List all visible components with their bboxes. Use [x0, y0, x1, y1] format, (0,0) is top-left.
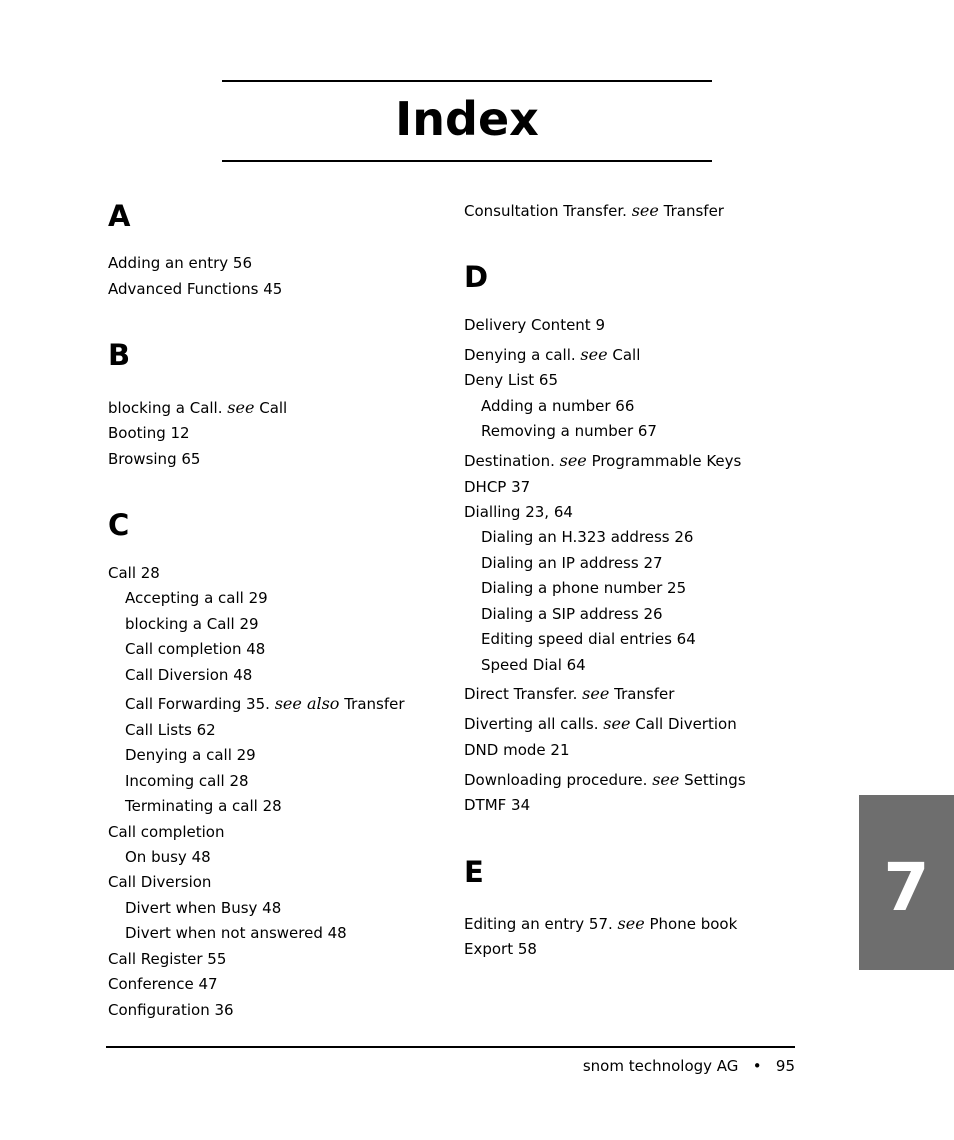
- index-entry: [108, 564, 160, 582]
- entry-text: Adding a number 66: [481, 397, 635, 415]
- entry-text: Conference 47: [108, 975, 218, 993]
- index-subentry: [481, 656, 586, 674]
- see-target: Call Divertion: [635, 715, 737, 733]
- see-reference: see also: [274, 694, 340, 713]
- index-entry: [464, 685, 674, 703]
- entry-text: On busy 48: [125, 848, 211, 866]
- index-entry: [464, 202, 724, 220]
- index-subentry: [125, 899, 281, 917]
- index-entry: [108, 950, 226, 968]
- index-subentry: [125, 589, 268, 607]
- entry-text: Call Diversion: [108, 873, 212, 891]
- index-subentry: [125, 721, 216, 739]
- title-rule-top: [222, 80, 712, 82]
- page-title: Index: [395, 92, 539, 146]
- see-target: Settings: [684, 771, 746, 789]
- entry-text: Call Register 55: [108, 950, 227, 968]
- index-entry: [464, 371, 558, 389]
- index-entry: [464, 346, 640, 364]
- chapter-tab: [859, 795, 954, 970]
- see-reference: see: [582, 684, 610, 703]
- index-entry: [108, 424, 190, 442]
- index-subentry: [125, 797, 282, 815]
- section-letter-b: B: [108, 338, 131, 372]
- entry-text: Dialing an IP address 27: [481, 554, 663, 572]
- index-entry: [108, 399, 287, 417]
- see-reference: see: [559, 451, 587, 470]
- entry-text: Divert when not answered 48: [125, 924, 347, 942]
- see-target: Transfer: [614, 685, 675, 703]
- entry-text: Removing a number 67: [481, 422, 657, 440]
- section-letter-e: E: [464, 855, 484, 889]
- entry-text: Dialing an H.323 address 26: [481, 528, 694, 546]
- index-entry: [108, 280, 282, 298]
- entry-text: Destination.: [464, 452, 555, 470]
- title-rule-bottom: [222, 160, 712, 162]
- entry-text: Terminating a call 28: [125, 797, 282, 815]
- index-entry: [464, 316, 605, 334]
- see-target: Programmable Keys: [591, 452, 742, 470]
- page-number: 95: [775, 1057, 795, 1075]
- entry-text: Diverting all calls.: [464, 715, 599, 733]
- entry-text: Call Lists 62: [125, 721, 216, 739]
- entry-text: Call completion 48: [125, 640, 266, 658]
- entry-text: Denying a call.: [464, 346, 576, 364]
- index-entry: [108, 450, 200, 468]
- index-entry: [464, 771, 746, 789]
- entry-text: Accepting a call 29: [125, 589, 268, 607]
- footer-rule: [106, 1046, 795, 1048]
- entry-text: Direct Transfer.: [464, 685, 578, 703]
- entry-text: blocking a Call 29: [125, 615, 259, 633]
- index-entry: [464, 452, 741, 470]
- see-reference: see: [227, 398, 255, 417]
- index-subentry: [481, 605, 663, 623]
- see-target: Transfer: [344, 695, 405, 713]
- entry-text: Dialing a SIP address 26: [481, 605, 663, 623]
- section-letter-d: D: [464, 260, 489, 294]
- entry-text: blocking a Call.: [108, 399, 223, 417]
- index-entry: [464, 940, 537, 958]
- see-target: Phone book: [649, 915, 738, 933]
- entry-text: Call Diversion 48: [125, 666, 253, 684]
- index-subentry: [125, 924, 347, 942]
- index-subentry: [125, 640, 265, 658]
- index-entry: [464, 478, 530, 496]
- index-entry: [464, 715, 737, 733]
- index-entry: [108, 823, 224, 841]
- entry-text: Editing an entry 57.: [464, 915, 613, 933]
- footer-company: snom technology AG: [582, 1057, 739, 1075]
- entry-text: Dialing a phone number 25: [481, 579, 687, 597]
- page-footer: [583, 1057, 795, 1075]
- entry-text: Consultation Transfer.: [464, 202, 627, 220]
- see-reference: see: [603, 714, 631, 733]
- index-entry: [108, 873, 211, 891]
- entry-text: Deny List 65: [464, 371, 559, 389]
- see-target: Transfer: [663, 202, 724, 220]
- entry-text: Call completion: [108, 823, 225, 841]
- index-subentry: [481, 554, 663, 572]
- chapter-number: 7: [883, 848, 930, 926]
- entry-text: Denying a call 29: [125, 746, 256, 764]
- entry-text: DTMF 34: [464, 796, 531, 814]
- index-subentry: [125, 695, 405, 713]
- index-entry: [108, 975, 218, 993]
- see-target: Call: [259, 399, 288, 417]
- entry-text: Advanced Functions 45: [108, 280, 283, 298]
- index-entry: [464, 796, 530, 814]
- entry-text: Speed Dial 64: [481, 656, 586, 674]
- index-subentry: [125, 772, 249, 790]
- entry-text: Booting 12: [108, 424, 190, 442]
- see-reference: see: [580, 345, 608, 364]
- entry-text: Call 28: [108, 564, 160, 582]
- section-letter-c: C: [108, 508, 130, 542]
- index-entry: [464, 503, 573, 521]
- see-reference: see: [631, 201, 659, 220]
- index-subentry: [481, 528, 693, 546]
- entry-text: Adding an entry 56: [108, 254, 252, 272]
- index-subentry: [481, 579, 686, 597]
- entry-text: Configuration 36: [108, 1001, 234, 1019]
- section-letter-a: A: [108, 199, 131, 233]
- entry-text: Downloading procedure.: [464, 771, 648, 789]
- index-subentry: [125, 615, 259, 633]
- entry-text: DND mode 21: [464, 741, 570, 759]
- index-entry: [464, 741, 569, 759]
- index-subentry: [481, 422, 657, 440]
- entry-text: Export 58: [464, 940, 537, 958]
- index-entry: [108, 254, 252, 272]
- entry-text: Divert when Busy 48: [125, 899, 282, 917]
- entry-text: Editing speed dial entries 64: [481, 630, 696, 648]
- index-subentry: [125, 848, 211, 866]
- index-entry: [108, 1001, 234, 1019]
- index-subentry: [125, 666, 252, 684]
- index-subentry: [125, 746, 256, 764]
- footer-bullet: •: [752, 1057, 762, 1075]
- see-reference: see: [652, 770, 680, 789]
- entry-text: Incoming call 28: [125, 772, 249, 790]
- index-entry: [464, 915, 737, 933]
- entry-text: Call Forwarding 35.: [125, 695, 270, 713]
- index-subentry: [481, 630, 696, 648]
- index-subentry: [481, 397, 634, 415]
- entry-text: Dialling 23, 64: [464, 503, 573, 521]
- entry-text: DHCP 37: [464, 478, 531, 496]
- entry-text: Browsing 65: [108, 450, 201, 468]
- see-target: Call: [612, 346, 641, 364]
- entry-text: Delivery Content 9: [464, 316, 605, 334]
- see-reference: see: [617, 914, 645, 933]
